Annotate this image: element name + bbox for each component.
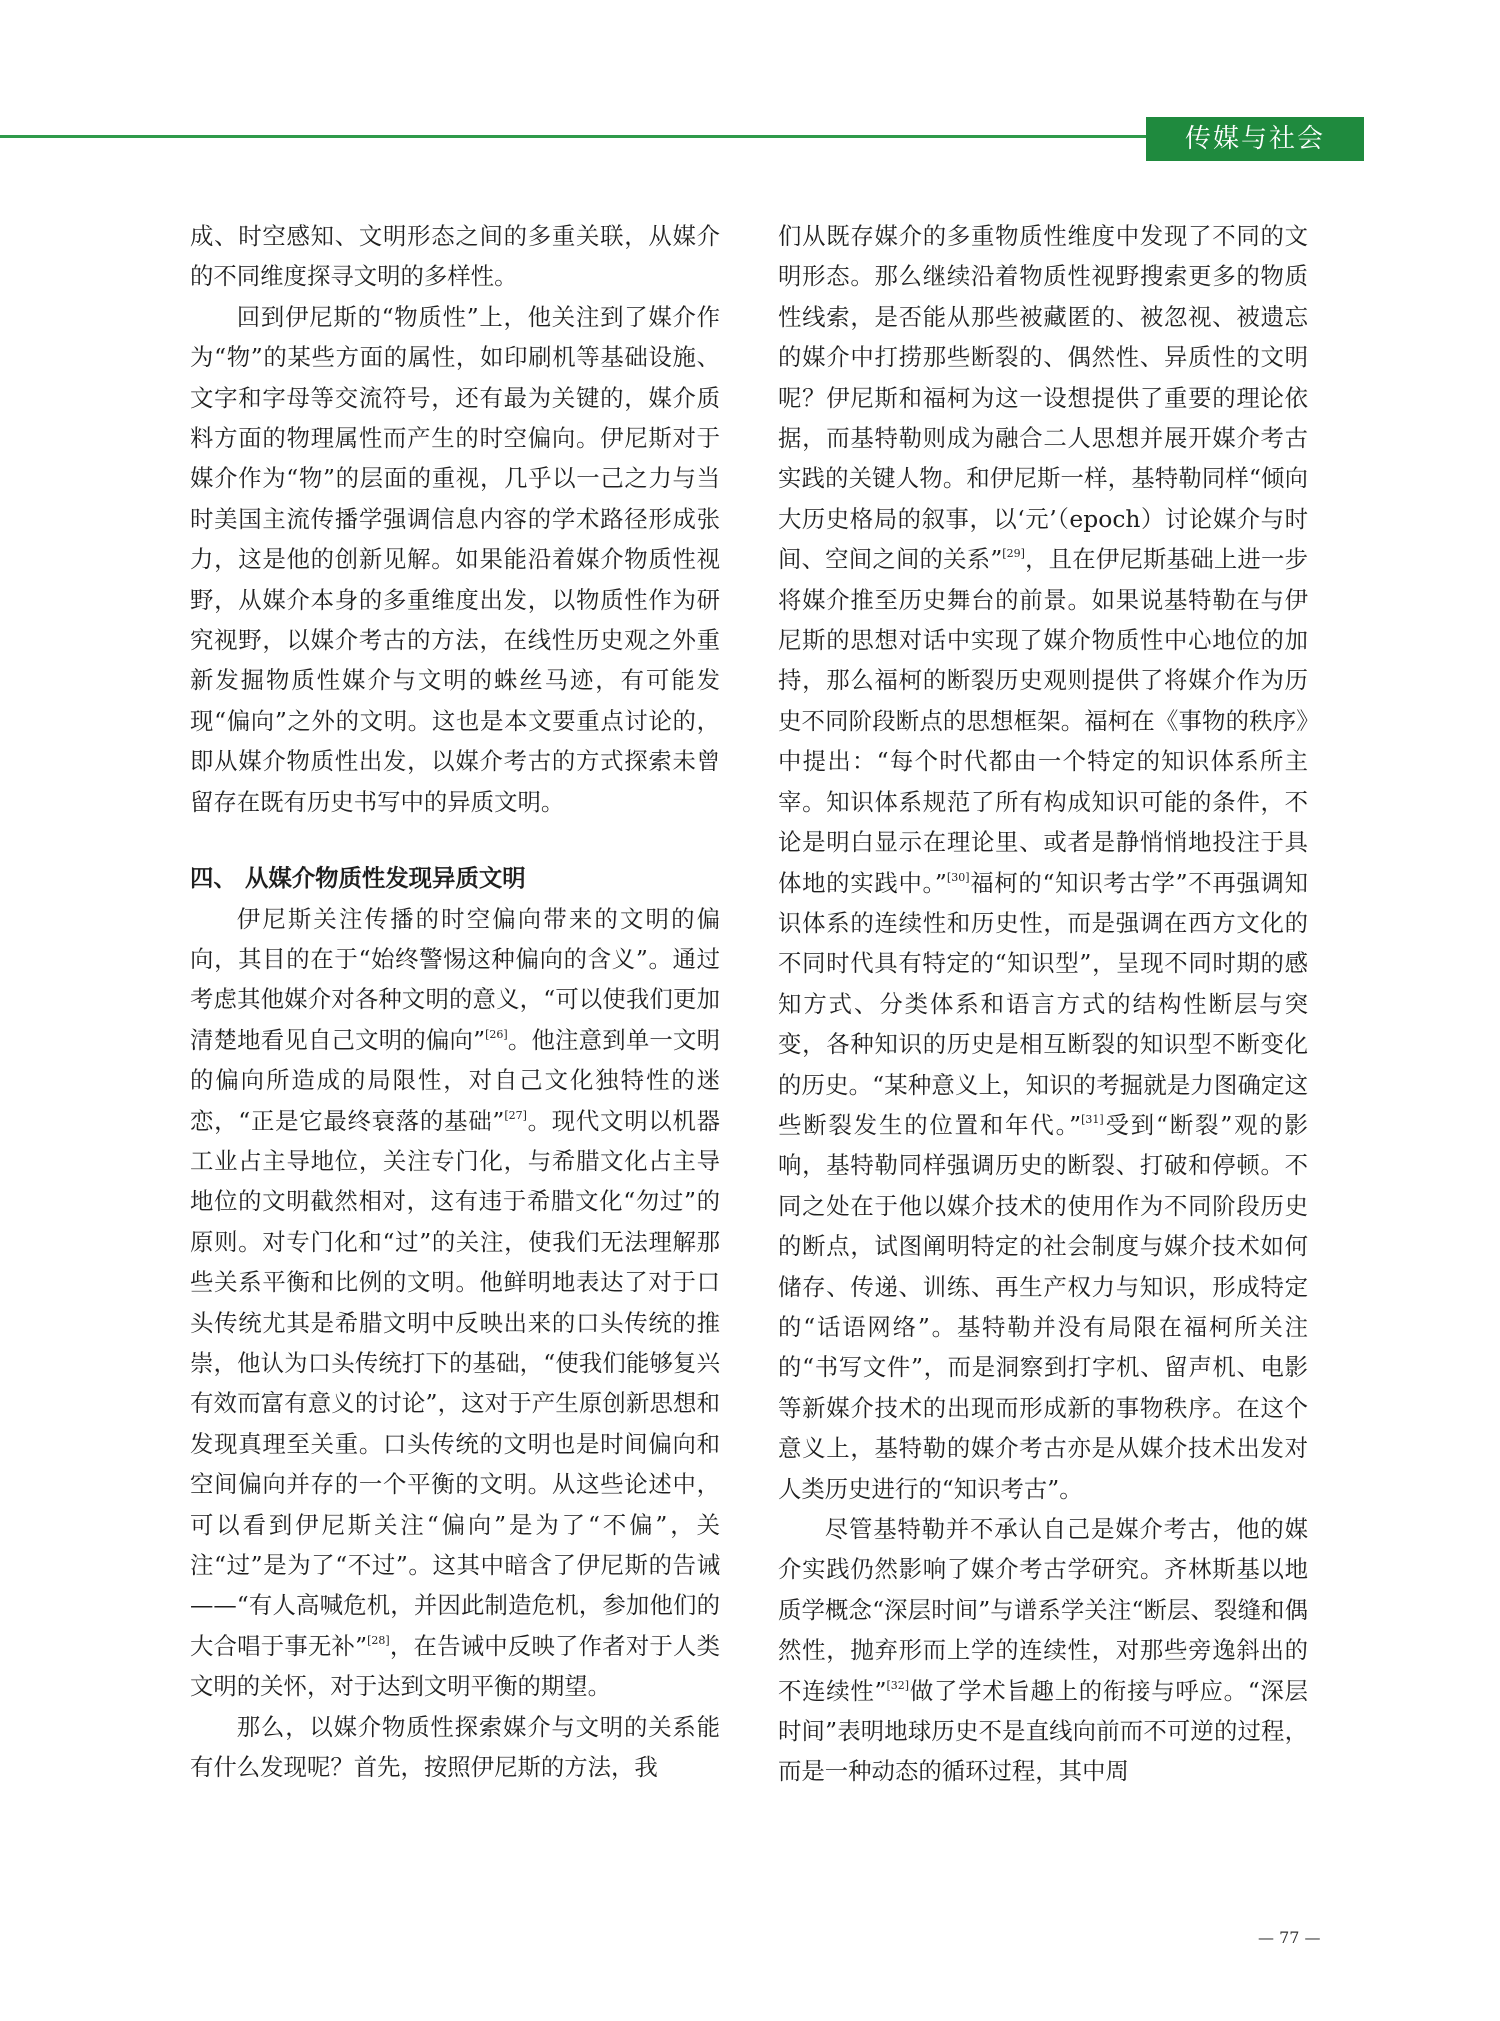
paragraph: 成、时空感知、文明形态之间的多重关联，从媒介的不同维度探寻文明的多样性。	[190, 222, 720, 291]
paragraph: 回到伊尼斯的“物质性”上，他关注到了媒介作为“物”的某些方面的属性，如印刷机等基础设施、文字和字母等交流符号，还有最为关键的，媒介质料方面的物理属性而产生的时空偏向。伊尼斯对于媒介作为“物”的层面的重视，几乎以一己之力与当时美国主流传播学强调信息内容的学术路径形成张力，这是他的创新见解。如果能沿着媒介物质性视野，从媒介本身的多重维度出发，以物质性作为研究视野，以媒介考古的方法，在线性历史观之外重新发掘物质性媒介与文明的蛛丝马迹，有可能发现“偏向”之外的文明。这也是本文要重点讨论的，即从媒介物质性出发，以媒介考古的方式探索未曾留存在既有历史书写中的异质文明。	[190, 302, 720, 816]
paragraph: 尽管基特勒并不承认自己是媒介考古，他的媒介实践仍然影响了媒介考古学研究。齐林斯基以地质学概念“深层时间”与谱系学关注“断层、裂缝和偶然性，抛弃形而上学的连续性，对那些旁逸斜出的不连续性”[32]做了学术旨趣上的衔接与呼应。“深层时间”表明地球历史不是直线向前而不可逆的过程，而是一种动态的循环过程，其中周	[778, 1515, 1308, 1786]
right-column	[778, 216, 1308, 1906]
page-number: — 77 —	[1258, 1928, 1321, 1947]
header-rule	[0, 135, 1238, 138]
paragraph: 那么，以媒介物质性探索媒介与文明的关系能有什么发现呢？首先，按照伊尼斯的方法，我	[190, 1712, 720, 1782]
citation-ref: [32]	[886, 1678, 910, 1692]
paragraph: 伊尼斯关注传播的时空偏向带来的文明的偏向，其目的在于“始终警惕这种偏向的含义”。通过考虑其他媒介对各种文明的意义，“可以使我们更加清楚地看见自己文明的偏向”[26]。他注意到单一文明的偏向所造成的局限性，对自己文化独特性的迷恋，“正是它最终衰落的基础”[27]。现代文明以机器工业占主导地位，关注专门化，与希腊文化占主导地位的文明截然相对，这有违于希腊文化“勿过”的原则。对专门化和“过”的关注，使我们无法理解那些关系平衡和比例的文明。他鲜明地表达了对于口头传统尤其是希腊文明中反映出来的口头传统的推崇，他认为口头传统打下的基础，“使我们能够复兴有效而富有意义的讨论”，这对于产生原创新思想和发现真理至关重。口头传统的文明也是时间偏向和空间偏向并存的一个平衡的文明。从这些论述中，可以看到伊尼斯关注“偏向”是为了“不偏”，关注“过”是为了“不过”。这其中暗含了伊尼斯的告诫——“有人高喊危机，并因此制造危机，参加他们的大合唱于事无补”[28]，在告诫中反映了作者对于人类文明的关怀，对于达到文明平衡的期望。	[190, 904, 720, 1701]
left-column	[190, 216, 720, 1906]
citation-ref: [27]	[504, 1108, 527, 1122]
section-tab: 传媒与社会	[1146, 117, 1364, 161]
citation-ref: [31]	[1081, 1112, 1104, 1126]
citation-ref: [28]	[367, 1633, 390, 1647]
citation-ref: [26]	[485, 1027, 508, 1041]
section-heading: 四、 从媒介物质性发现异质文明	[190, 864, 526, 893]
paragraph: 们从既存媒介的多重物质性维度中发现了不同的文明形态。那么继续沿着物质性视野搜索更多的物质性线索，是否能从那些被藏匿的、被忽视、被遗忘的媒介中打捞那些断裂的、偶然性、异质性的文明呢？伊尼斯和福柯为这一设想提供了重要的理论依据，而基特勒则成为融合二人思想并展开媒介考古实践的关键人物。和伊尼斯一样，基特勒同样“倾向大历史格局的叙事，以‘元’（epoch）讨论媒介与时间、空间之间的关系”[29]，且在伊尼斯基础上进一步将媒介推至历史舞台的前景。如果说基特勒在与伊尼斯的思想对话中实现了媒介物质性中心地位的加持，那么福柯的断裂历史观则提供了将媒介作为历史不同阶段断点的思想框架。福柯在《事物的秩序》中提出：“每个时代都由一个特定的知识体系所主宰。知识体系规范了所有构成知识可能的条件，不论是明白显示在理论里、或者是静悄悄地投注于具体地的实践中。”[30]福柯的“知识考古学”不再强调知识体系的连续性和历史性，而是强调在西方文化的不同时代具有特定的“知识型”，呈现不同时期的感知方式、分类体系和语言方式的结构性断层与突变，各种知识的历史是相互断裂的知识型不断变化的历史。“某种意义上，知识的考掘就是力图确定这些断裂发生的位置和年代。”[31]受到“断裂”观的影响，基特勒同样强调历史的断裂、打破和停顿。不同之处在于他以媒介技术的使用作为不同阶段历史的断点，试图阐明特定的社会制度与媒介技术如何储存、传递、训练、再生产权力与知识，形成特定的“话语网络”。基特勒并没有局限在福柯所关注的“书写文件”，而是洞察到打字机、留声机、电影等新媒介技术的出现而形成新的事物秩序。在这个意义上，基特勒的媒介考古亦是从媒介技术出发对人类历史进行的“知识考古”。	[778, 222, 1308, 1503]
citation-ref: [29]	[1002, 547, 1025, 561]
citation-ref: [30]	[946, 870, 970, 884]
